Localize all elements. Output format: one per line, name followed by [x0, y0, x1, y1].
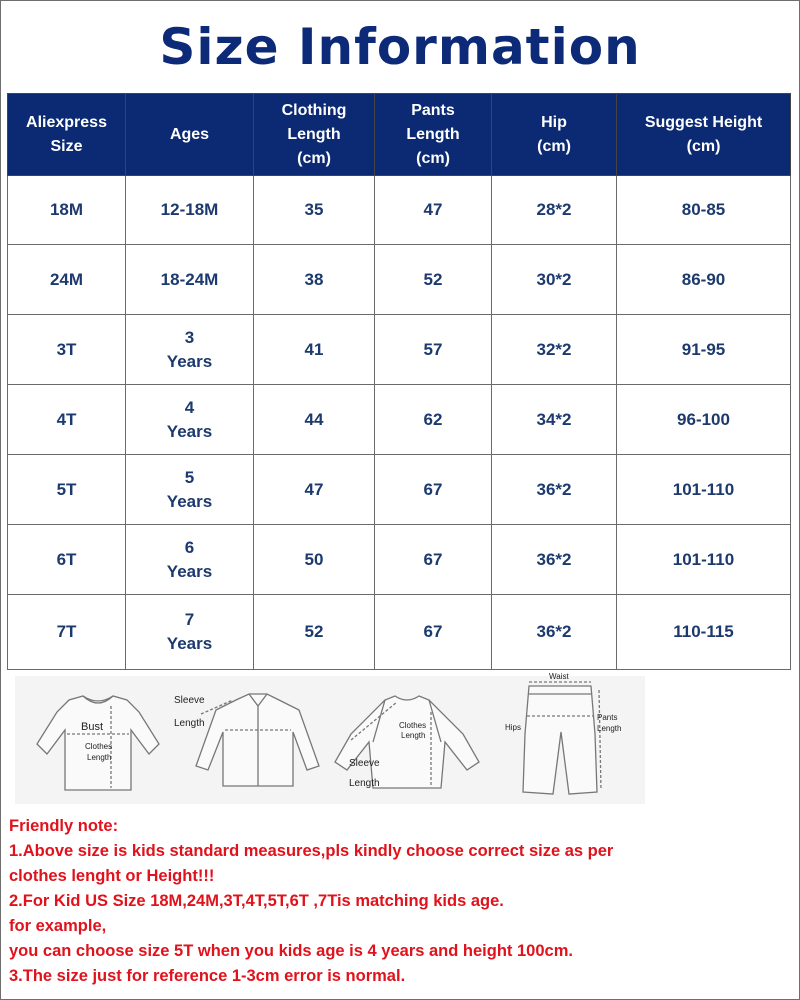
cell-clothing-length: 52 [254, 595, 375, 670]
age-line: Years [166, 561, 213, 581]
raglan-length-small-label: Length [401, 731, 426, 740]
header-line: Length [287, 125, 341, 143]
header-line: (cm) [297, 149, 331, 167]
age-line: 3 [184, 327, 195, 347]
cell-clothing-length: 47 [254, 455, 375, 525]
header-line: Length [406, 125, 460, 143]
pants-waist-label: Waist [549, 672, 569, 681]
table-body [8, 176, 791, 670]
cell-ages [126, 315, 254, 385]
age-line: Years [166, 421, 213, 441]
cell-clothing-length: 44 [254, 385, 375, 455]
cell-pants-length: 67 [375, 525, 492, 595]
cell-suggest-height: 96-100 [617, 385, 791, 455]
friendly-note [9, 814, 799, 989]
pants-hips-label: Hips [505, 723, 522, 732]
cell-pants-length: 52 [375, 245, 492, 315]
header-line: (cm) [537, 137, 571, 155]
note-line: for example, [9, 917, 107, 935]
header-line: (cm) [416, 149, 450, 167]
cell-clothing-length: 38 [254, 245, 375, 315]
cell-ages [126, 176, 254, 245]
table-row [8, 315, 791, 385]
cell-hip: 36*2 [492, 595, 617, 670]
age-line: Years [166, 351, 213, 371]
table-row [8, 595, 791, 670]
table-row [8, 455, 791, 525]
cell-hip: 36*2 [492, 455, 617, 525]
note-line: you can choose size 5T when you kids age is 4 years and height 100cm. [9, 942, 573, 960]
cell-suggest-height: 110-115 [617, 595, 791, 670]
cell-hip: 30*2 [492, 245, 617, 315]
cell-pants-length: 67 [375, 595, 492, 670]
note-line: clothes lenght or Height!!! [9, 867, 215, 885]
header-clothing-length [254, 94, 375, 176]
shirt-sleeve-label: Sleeve [174, 695, 205, 706]
cell-ages [126, 595, 254, 670]
shirt-length-label: Length [174, 718, 205, 729]
header-suggest-height [617, 94, 791, 176]
cell-hip: 28*2 [492, 176, 617, 245]
pants-length-label: Length [597, 724, 622, 733]
cell-ages [126, 455, 254, 525]
header-line: (cm) [686, 137, 721, 155]
tshirt-bust-label: Bust [81, 721, 104, 733]
age-line: 5 [184, 467, 195, 487]
cell-size: 4T [8, 385, 126, 455]
raglan-sleeve-label: Sleeve [349, 758, 380, 769]
age-line: 4 [184, 397, 195, 417]
cell-ages [126, 385, 254, 455]
raglan-length-label: Length [349, 778, 380, 789]
cell-size: 3T [8, 315, 126, 385]
cell-pants-length: 67 [375, 455, 492, 525]
cell-suggest-height: 80-85 [617, 176, 791, 245]
raglan-clothes-label: Clothes [399, 721, 427, 730]
age-line: Years [166, 634, 213, 653]
header-size [8, 94, 126, 176]
cell-suggest-height: 101-110 [617, 525, 791, 595]
note-line: 3.The size just for reference 1-3cm error is normal. [9, 967, 406, 985]
cell-size: 5T [8, 455, 126, 525]
header-line: Aliexpress [26, 113, 107, 131]
header-line: Clothing [281, 101, 347, 119]
table-row [8, 245, 791, 315]
header-ages [126, 94, 254, 176]
note-heading: Friendly note: [9, 817, 119, 835]
note-line: 1.Above size is kids standard measures,pls kindly choose correct size as per [9, 842, 614, 860]
table-row [8, 525, 791, 595]
cell-clothing-length: 41 [254, 315, 375, 385]
table-row [8, 176, 791, 245]
pants-pants-label: Pants [597, 713, 618, 722]
cell-suggest-height: 86-90 [617, 245, 791, 315]
header-line: Suggest Height [644, 113, 763, 131]
cell-size: 7T [8, 595, 126, 670]
age-line: Years [166, 491, 213, 511]
cell-hip: 32*2 [492, 315, 617, 385]
header-line: Pants [411, 101, 455, 119]
cell-ages [126, 525, 254, 595]
table-header-row [8, 94, 791, 176]
header-pants-length [375, 94, 492, 176]
cell-size: 18M [8, 176, 126, 245]
cell-clothing-length: 35 [254, 176, 375, 245]
page-title: Size Information [159, 18, 641, 76]
header-hip [492, 94, 617, 176]
cell-pants-length: 47 [375, 176, 492, 245]
tshirt-clothes-label: Clothes [85, 742, 113, 751]
cell-pants-length: 57 [375, 315, 492, 385]
cell-suggest-height: 91-95 [617, 315, 791, 385]
age-line: 18-24M [160, 269, 219, 289]
table-row [8, 385, 791, 455]
diagrams-svg [1, 670, 799, 810]
header-line: Ages [169, 125, 210, 143]
age-line: 12-18M [160, 200, 219, 219]
note-line: 2.For Kid US Size 18M,24M,3T,4T,5T,6T ,7Tis matching kids age. [9, 892, 504, 910]
age-line: 6 [184, 537, 195, 557]
cell-suggest-height: 101-110 [617, 455, 791, 525]
size-table [7, 93, 791, 670]
cell-size: 6T [8, 525, 126, 595]
cell-ages [126, 245, 254, 315]
tshirt-length-label: Length [87, 753, 112, 762]
cell-clothing-length: 50 [254, 525, 375, 595]
cell-hip: 36*2 [492, 525, 617, 595]
header-line: Hip [541, 113, 567, 131]
age-line: 7 [184, 610, 195, 629]
cell-hip: 34*2 [492, 385, 617, 455]
cell-pants-length: 62 [375, 385, 492, 455]
cell-size: 24M [8, 245, 126, 315]
header-line: Size [50, 137, 83, 155]
measurement-diagrams [1, 670, 799, 810]
